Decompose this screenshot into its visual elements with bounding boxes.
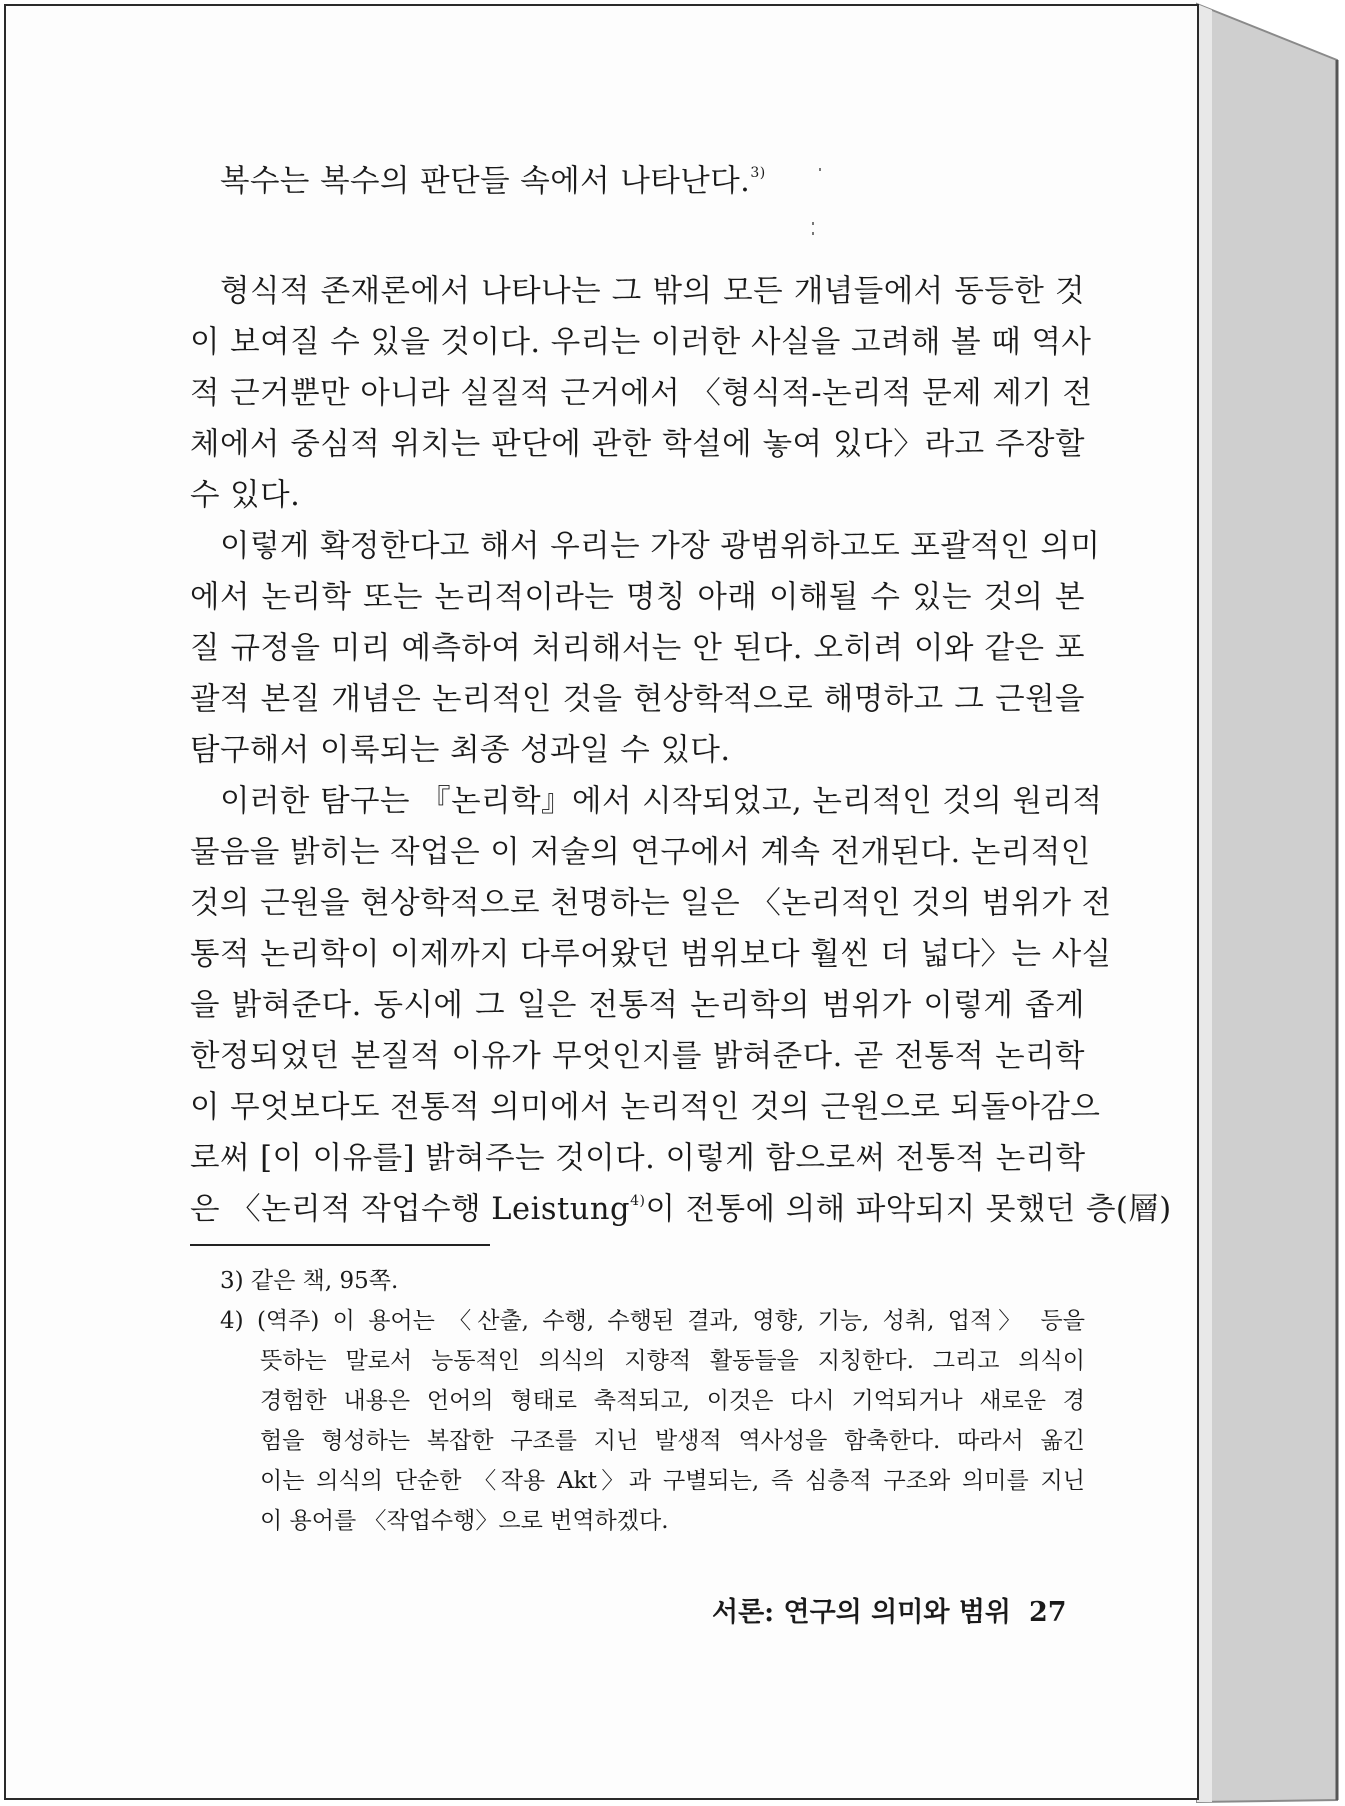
body-line: 한정되었던 본질적 이유가 무엇인지를 밝혀준다. 곧 전통적 논리학: [190, 1039, 1085, 1074]
page-number: 27: [1029, 1597, 1067, 1628]
body-line: 통적 논리학이 이제까지 다루어왔던 범위보다 훨씬 더 넓다〉는 사실: [190, 937, 1112, 972]
body-line: 로써 [이 이유를] 밝혀주는 것이다. 이렇게 함으로써 전통적 논리학: [190, 1141, 1086, 1176]
body-line: 질 규정을 미리 예측하여 처리해서는 안 된다. 오히려 이와 같은 포: [190, 631, 1085, 666]
body-line: 에서 논리학 또는 논리적이라는 명칭 아래 이해될 수 있는 것의 본: [190, 580, 1085, 615]
body-line: 이렇게 확정한다고 해서 우리는 가장 광범위하고도 포괄적인 의미: [220, 529, 1101, 564]
footnote-line: 뜻하는 말로서 능동적인 의식의 지향적 활동들을 지칭한다. 그리고 의식이: [260, 1348, 1085, 1374]
footnote-line: 3) 같은 책, 95쪽.: [220, 1268, 399, 1294]
print-speck: [812, 232, 814, 235]
footnote-line: 이는 의식의 단순한 〈작용 Akt〉과 구별되는, 즉 심층적 구조와 의미를 지닌: [260, 1468, 1085, 1494]
body-line: 은 〈논리적 작업수행 Leistung$^{4)}$이 전통에 의해 파악되지 못했던 층(層): [190, 1192, 1172, 1227]
footnote-line: 이 용어를 〈작업수행〉으로 번역하겠다.: [260, 1508, 669, 1534]
body-line: 을 밝혀준다. 동시에 그 일은 전통적 논리학의 범위가 이렇게 좁게: [190, 988, 1085, 1023]
body-line: 괄적 본질 개념은 논리적인 것을 현상학적으로 해명하고 그 근원을: [190, 682, 1085, 717]
body-line: 탐구해서 이룩되는 최종 성과일 수 있다.: [190, 733, 731, 768]
body-line: 적 근거뿐만 아니라 실질적 근거에서 〈형식적-논리적 문제 제기 전: [190, 376, 1093, 411]
footnote-line: 경험한 내용은 언어의 형태로 축적되고, 이것은 다시 기억되거나 새로운 경: [260, 1388, 1085, 1414]
body-line: 물음을 밝히는 작업은 이 저술의 연구에서 계속 전개된다. 논리적인: [190, 835, 1091, 870]
footnote-separator: [190, 1244, 490, 1246]
running-head: [712, 1590, 1067, 1629]
body-line: 복수는 복수의 판단들 속에서 나타난다.$^{3)}$: [220, 164, 766, 199]
print-speck: [812, 222, 814, 225]
body-line: 것의 근원을 현상학적으로 천명하는 일은 〈논리적인 것의 범위가 전: [190, 886, 1112, 921]
body-line: 수 있다.: [190, 478, 301, 513]
body-line: 이 보여질 수 있을 것이다. 우리는 이러한 사실을 고려해 볼 때 역사: [190, 325, 1092, 360]
chapter-title: 서론: 연구의 의미와 범위: [712, 1597, 1011, 1628]
body-line: 이러한 탐구는 『논리학』에서 시작되었고, 논리적인 것의 원리적: [220, 784, 1103, 819]
body-line: 체에서 중심적 위치는 판단에 관한 학설에 놓여 있다〉라고 주장할: [190, 427, 1085, 462]
body-line: 형식적 존재론에서 나타나는 그 밖의 모든 개념들에서 동등한 것: [220, 274, 1085, 309]
footnote-line: 4) (역주) 이 용어는 〈산출, 수행, 수행된 결과, 영향, 기능, 성취, 업적〉 등을: [220, 1308, 1085, 1334]
body-line: 이 무엇보다도 전통적 의미에서 논리적인 것의 근원으로 되돌아감으: [190, 1090, 1101, 1125]
footnote-line: 험을 형성하는 복잡한 구조를 지닌 발생적 역사성을 함축한다. 따라서 옮긴: [260, 1428, 1085, 1454]
